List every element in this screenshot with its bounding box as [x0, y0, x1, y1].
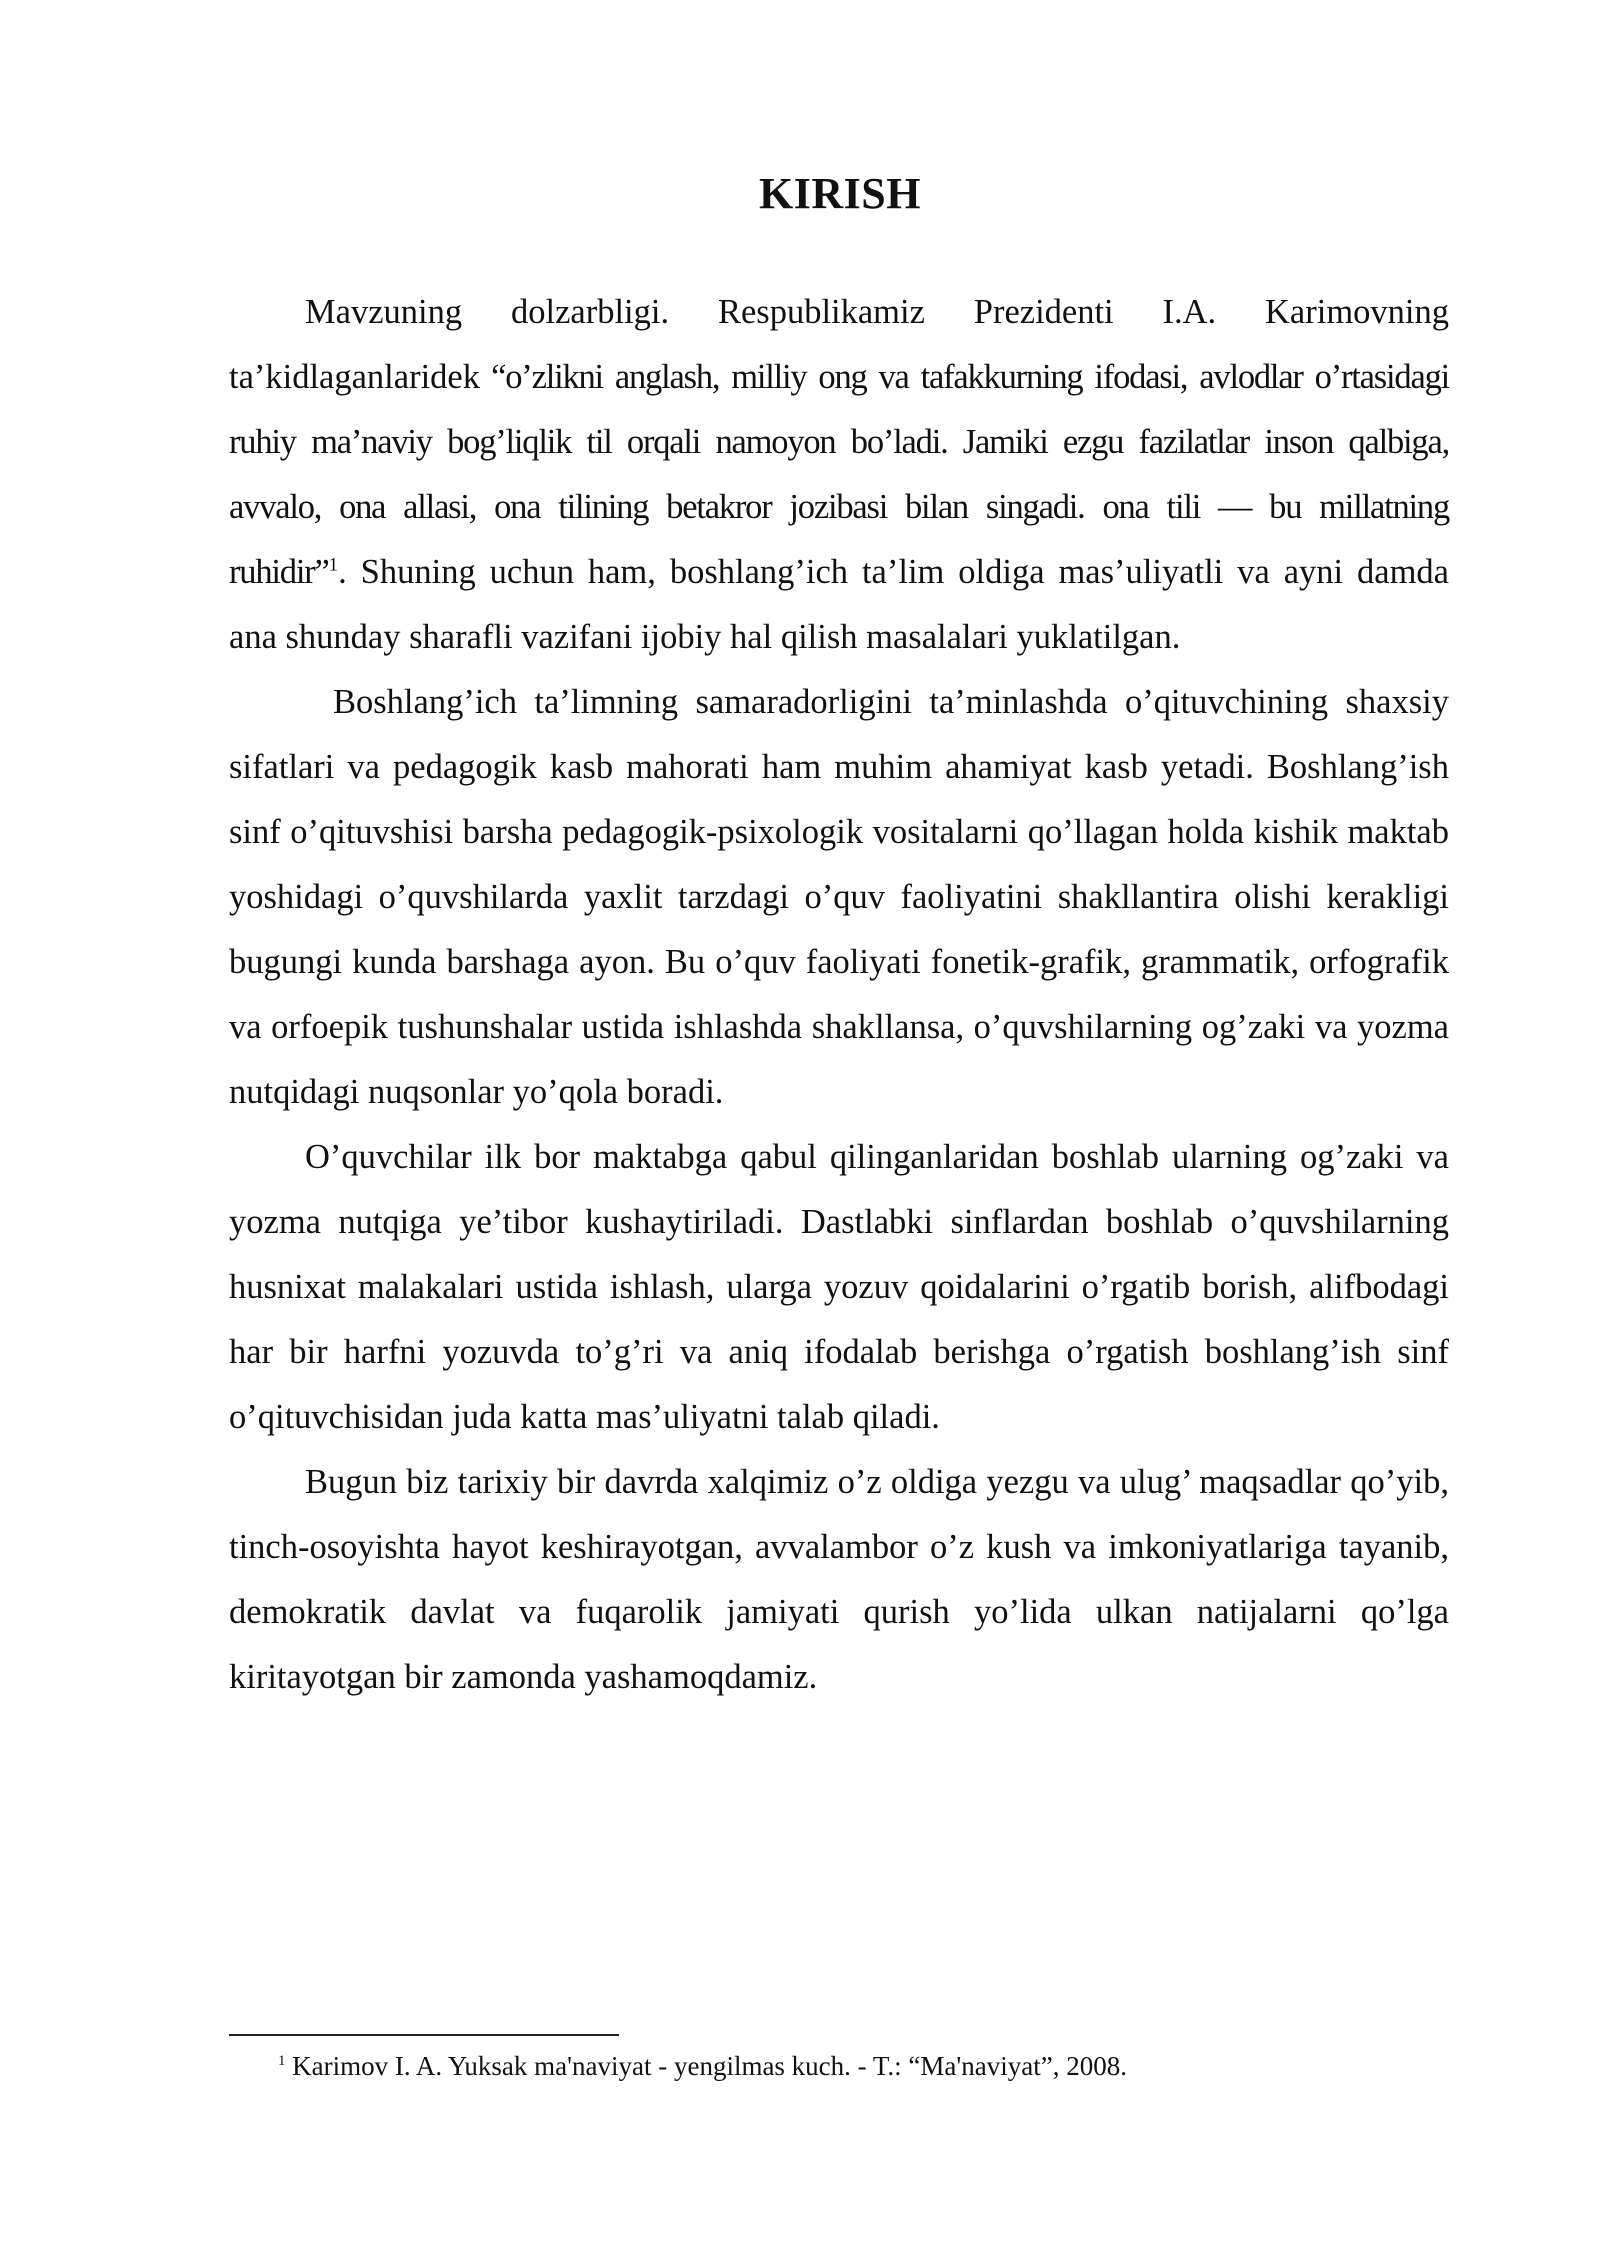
footnote-mark: 1 [278, 2053, 286, 2069]
page-title: KIRISH [759, 169, 921, 218]
footnote-reference[interactable]: 1 [328, 554, 339, 576]
paragraph-1-quote: “o’zlikni anglash, milliy ong va tafakkurning ifodasi, avlodlar o’rtasidagi ruhiy ma’naviy bog’liqlik til orqali namoyon bo’ladi. Jamiki ezgu fazilatlar inson qalbiga, avvalo, ona allasi, ona tilining betakror jozibasi bilan singadi. ona tili — bu millatning ruhidir” [229, 358, 1450, 591]
paragraph-3: O’quvchilar ilk bor maktabga qabul qilinganlaridan boshlab ularning og’zaki va yozma nutqiga ye’tibor kushaytiriladi. Dastlabki sinflardan boshlab o’quvshilarning husnixat malakalari ustida ishlash, ularga yozuv qoidalarini o’rgatib borish, alifbodagi har bir harfni yozuvda to’g’ri va aniq ifodalab berishga o’rgatish boshlang’ish sinf o’qituvchisidan juda katta mas’uliyatni talab qiladi. [229, 1138, 1449, 1436]
footnote-text: Karimov I. A. Yuksak ma'naviyat - yengilmas kuch. - T.: “Ma'naviyat”, 2008. [285, 2051, 1127, 2081]
paragraph-1 [229, 280, 1449, 670]
paragraph-4: Bugun biz tarixiy bir davrda xalqimiz o’z oldiga yezgu va ulug’ maqsadlar qo’yib, tinch-osoyishta hayot keshirayotgan, avvalambor o’z kush va imkoniyatlariga tayanib, demokratik davlat va fuqarolik jamiyati qurish yo’lida ulkan natijalarni qo’lga kiritayotgan bir zamonda yashamoqdamiz. [229, 1463, 1449, 1696]
body-text [229, 280, 1449, 1710]
footnote-divider [229, 2034, 619, 2036]
paragraph-1-rest: . Shuning uchun ham, boshlang’ich ta’lim oldiga mas’uliyatli va ayni damda ana shunday sharafli vazifani ijobiy hal qilish masalalari yuklatilgan. [229, 553, 1449, 656]
paragraph-2: Boshlang’ich ta’limning samaradorligini ta’minlashda o’qituvchining shaxsiy sifatlari va pedagogik kasb mahorati ham muhim ahamiyat kasb yetadi. Boshlang’ish sinf o’qituvshisi barsha pedagogik-psixologik vositalarni qo’llagan holda kishik maktab yoshidagi o’quvshilarda yaxlit tarzdagi o’quv faoliyatini shakllantira olishi kerakligi bugungi kunda barshaga ayon. Bu o’quv faoliyati fonetik-grafik, grammatik, orfografik va orfoepik tushunshalar ustida ishlashda shakllansa, o’quvshilarning og’zaki va yozma nutqidagi nuqsonlar yo’qola boradi. [229, 683, 1449, 1111]
paragraph-1-intro: Mavzuning dolzarbligi. Respublikamiz Prezidenti I.A. Karimovning ta’kidlaganlaridek [229, 293, 1449, 396]
footnote [278, 2048, 1448, 2084]
